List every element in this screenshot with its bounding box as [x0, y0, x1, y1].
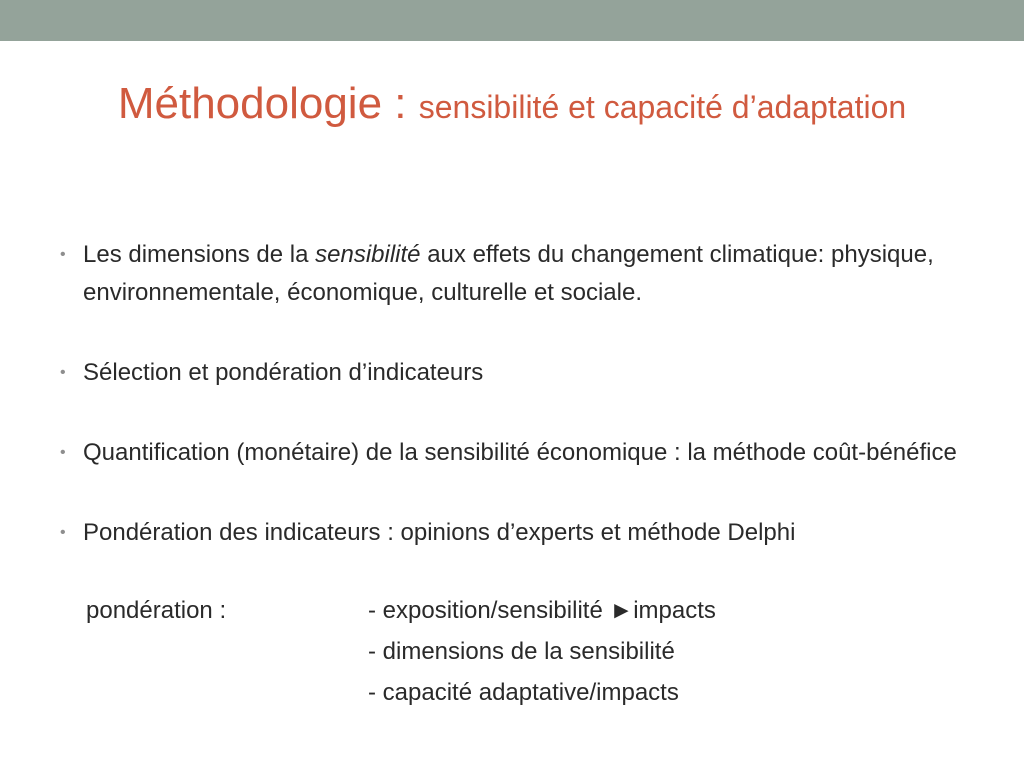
bullet-list: [60, 236, 980, 552]
title-main: Méthodologie :: [117, 79, 419, 128]
bullet-dot-icon: •: [60, 524, 66, 541]
bullet-text-start: Les dimensions de la: [83, 241, 316, 268]
slide-top-bar: [0, 0, 1024, 41]
bullet-text: Pondération des indicateurs : opinions d’experts et méthode Delphi: [83, 519, 796, 546]
weighting-row: [86, 590, 886, 631]
bullet-item: [60, 354, 980, 392]
weighting-row: [86, 631, 886, 672]
bullet-item: [60, 236, 980, 312]
bullet-item: [60, 514, 980, 552]
weighting-label: pondération :: [86, 597, 227, 624]
weighting-block: [86, 590, 886, 713]
weighting-item: - capacité adaptative/impacts: [368, 679, 679, 706]
bullet-dot-icon: •: [60, 444, 66, 461]
bullet-dot-icon: •: [60, 364, 66, 381]
weighting-item: - dimensions de la sensibilité: [368, 638, 675, 665]
bullet-text: Sélection et pondération d’indicateurs: [83, 359, 484, 386]
bullet-text: Quantification (monétaire) de la sensibilité économique : la méthode coût-bénéfice: [83, 439, 957, 466]
bullet-dot-icon: •: [60, 246, 66, 263]
bullet-text-italic: sensibilité: [315, 241, 421, 268]
weighting-row: [86, 672, 886, 713]
bullet-item: [60, 434, 980, 472]
bullet-text-end: aux effets du changement climatique: physique, environnementale, économique, culturelle et sociale.: [83, 241, 934, 306]
slide-title: [0, 79, 1024, 128]
weighting-item: - exposition/sensibilité ►impacts: [368, 597, 716, 624]
title-subtitle: sensibilité et capacité d’adaptation: [418, 89, 907, 125]
